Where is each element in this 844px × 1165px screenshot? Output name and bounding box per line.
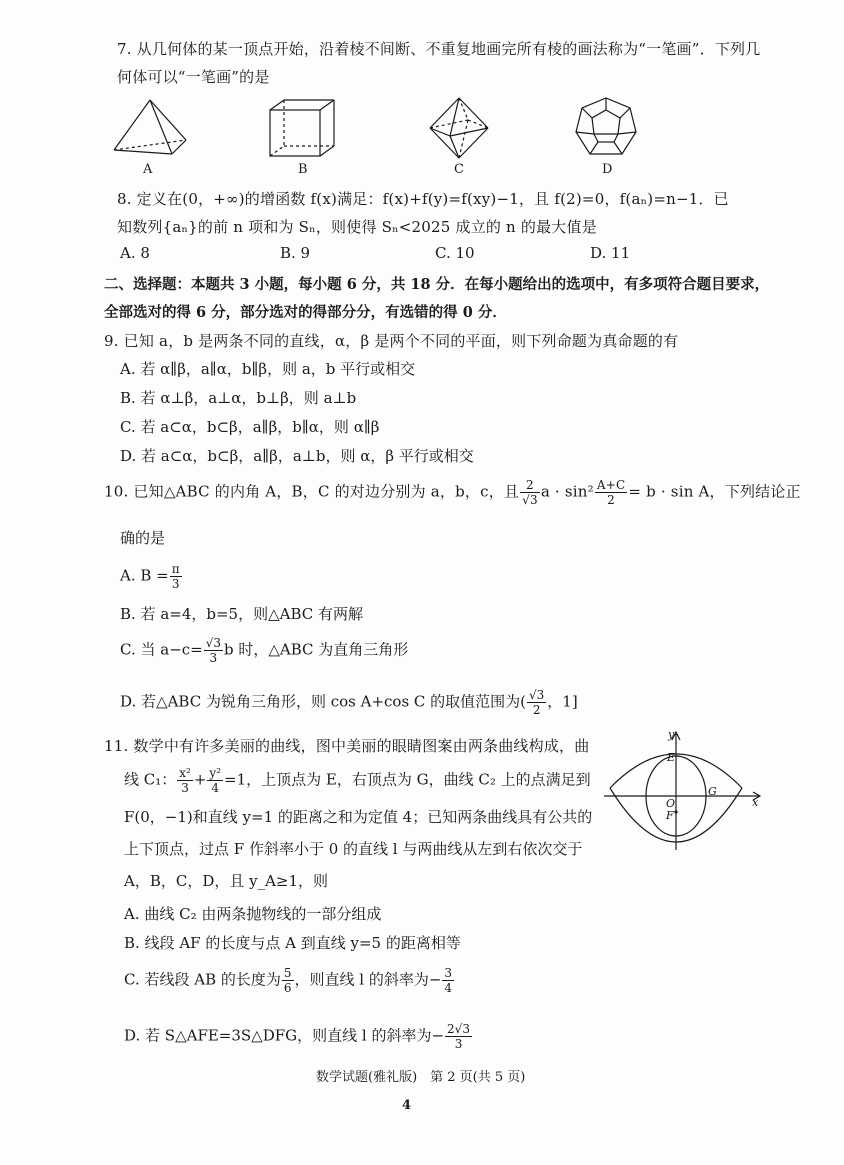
q11-line2-pre: 线 C₁： (124, 770, 177, 789)
q7-stem-line2: 何体可以“一笔画”的是 (117, 68, 270, 86)
tetrahedron-figure (110, 98, 190, 160)
q11-stem-line2 (124, 766, 591, 795)
q11-stem-line3: F(0，−1)和直线 y=1 的距离之和为定值 4；已知两条曲线具有公共的 (124, 808, 593, 826)
q10-option-d-post: ，1] (547, 692, 578, 711)
fig-label-f: F (666, 809, 674, 822)
eye-curve-figure (600, 728, 766, 858)
page-footer: 数学试题(雅礼版) 第 2 页(共 5 页) (316, 1070, 526, 1085)
q11-option-b: B. 线段 AF 的长度与点 A 到直线 y=5 的距离相等 (124, 934, 461, 952)
point-f (674, 810, 677, 813)
q10-option-c (120, 636, 408, 665)
q11-option-a: A. 曲线 C₂ 由两条抛物线的一部分组成 (124, 905, 382, 923)
q10-stem-line2: 确的是 (120, 529, 166, 547)
q11-option-d-num: 2√3 (447, 1022, 470, 1036)
q8-option-c: C. 10 (435, 244, 475, 262)
q11-stem-line4: 上下顶点，过点 F 作斜率小于 0 的直线 l 与两曲线从左到右依次交于 (124, 840, 583, 858)
q8-stem-line1: 8. 定义在(0，+∞)的增函数 f(x)满足：f(x)+f(y)=f(xy)−1，且 f(2)=0，f(aₙ)=n−1．已 (117, 190, 729, 208)
q11-stem-line1: 11. 数学中有许多美丽的曲线，图中美丽的眼睛图案由两条曲线构成，曲 (104, 737, 590, 755)
q10-option-a-text: A. B = (120, 566, 169, 585)
q10-option-a-fraction (170, 562, 182, 591)
q10-stem-post: = b · sin A，下列结论正 (628, 482, 801, 501)
q11-frac2-den: 4 (211, 781, 220, 795)
q9-option-b: B. 若 α⊥β，a⊥α，b⊥β，则 a⊥b (120, 389, 357, 407)
q11-option-c (124, 966, 455, 995)
q10-option-c-pre: C. 当 a−c= (120, 640, 203, 659)
q9-option-a: A. 若 α∥β，a∥α，b∥β，则 a，b 平行或相交 (120, 360, 416, 378)
figure-label-b: B (298, 162, 308, 177)
q10-option-d-pre: D. 若△ABC 为锐角三角形，则 cos A+cos C 的取值范围为( (120, 692, 527, 711)
q11-option-c-post: ，则直线 l 的斜率为− (294, 970, 442, 989)
q10-option-c-num: √3 (205, 636, 222, 650)
q11-option-c-pre: C. 若线段 AB 的长度为 (124, 970, 281, 989)
figure-label-d: D (602, 162, 613, 177)
q10-option-a (120, 562, 183, 591)
q10-fraction-a-plus-c (595, 478, 628, 507)
q11-option-d-pre: D. 若 S△AFE=3S△DFG，则直线 l 的斜率为− (124, 1026, 445, 1045)
q11-frac1-num: x² (179, 766, 191, 780)
q11-frac-y2-4 (207, 766, 223, 795)
q8-option-d: D. 11 (590, 244, 631, 262)
q10-option-a-num: π (171, 562, 180, 576)
q10-frac1-num: 2 (520, 478, 540, 493)
cuboid-figure (268, 98, 338, 160)
q11-option-c-den1: 6 (283, 981, 292, 995)
q11-plus: + (193, 770, 207, 789)
q11-frac-x2-3 (177, 766, 193, 795)
q11-option-d-den: 3 (454, 1037, 463, 1051)
section2-heading-line1: 二、选择题：本题共 3 小题，每小题 6 分，共 18 分．在每小题给出的选项中，有多项符合题目要求， (104, 276, 770, 293)
q8-option-a: A. 8 (120, 244, 150, 262)
q11-option-d (124, 1022, 473, 1051)
fig-label-y: y (668, 728, 675, 741)
q10-option-c-fraction (204, 636, 223, 665)
q10-fraction-2-over-root3 (520, 478, 540, 507)
fig-label-o: O (666, 797, 676, 810)
fig-label-x: x (752, 796, 759, 809)
q11-option-c-num1: 5 (283, 966, 292, 980)
octahedron-figure (426, 96, 492, 160)
q11-option-c-den2: 4 (444, 981, 453, 995)
q11-option-c-num2: 3 (444, 966, 453, 980)
q10-option-c-post: b 时，△ABC 为直角三角形 (224, 640, 409, 659)
q11-option-d-fraction (445, 1022, 472, 1051)
q7-stem-line1: 7. 从几何体的某一顶点开始，沿着棱不间断、不重复地画完所有棱的画法称为“一笔画”．下列几 (117, 40, 761, 58)
q11-stem-line5: A，B，C，D，且 y_A≥1，则 (124, 872, 329, 890)
q10-option-b: B. 若 a=4，b=5，则△ABC 有两解 (120, 605, 364, 623)
q11-option-c-fraction1 (282, 966, 294, 995)
q10-frac1-den: √3 (522, 493, 538, 507)
dodecahedron-figure (574, 96, 638, 160)
q11-option-c-fraction2 (442, 966, 454, 995)
q8-option-b: B. 9 (280, 244, 311, 262)
q11-frac2-num: y² (209, 766, 222, 780)
figure-label-a: A (143, 162, 153, 177)
q9-option-c: C. 若 a⊂α，b⊂β，a∥β，b∥α，则 α∥β (120, 418, 380, 436)
q10-stem-pre: 10. 已知△ABC 的内角 A，B，C 的对边分别为 a，b，c，且 (104, 482, 520, 501)
section2-heading-line2: 全部选对的得 6 分，部分选对的得部分分，有选错的得 0 分． (104, 304, 507, 321)
q10-stem-line1 (104, 478, 801, 507)
q10-frac2-den: 2 (607, 493, 616, 507)
q10-option-d-den: 2 (532, 703, 541, 717)
page-mark: 4 (402, 1098, 412, 1113)
q11-line2-post: =1，上顶点为 E，右顶点为 G，曲线 C₂ 上的点满足到 (224, 770, 591, 789)
q10-option-a-den: 3 (171, 577, 180, 591)
q8-stem-line2: 知数列{aₙ}的前 n 项和为 Sₙ，则使得 Sₙ<2025 成立的 n 的最大值是 (117, 218, 597, 236)
q10-option-c-den: 3 (209, 651, 218, 665)
q10-option-d-num: √3 (529, 688, 545, 702)
fig-label-g: G (708, 785, 717, 798)
figure-label-c: C (454, 162, 464, 177)
q10-stem-mid: a · sin² (540, 482, 594, 501)
fig-label-e: E (667, 751, 676, 764)
q9-option-d: D. 若 a⊂α，b⊂β，a∥β，a⊥b，则 α，β 平行或相交 (120, 447, 474, 465)
q9-stem: 9. 已知 a，b 是两条不同的直线，α，β 是两个不同的平面，则下列命题为真命题的有 (104, 332, 679, 350)
q10-option-d-fraction (527, 688, 546, 717)
q10-option-d (120, 688, 578, 717)
q10-frac2-num: A+C (596, 478, 626, 492)
q11-frac1-den: 3 (181, 781, 189, 795)
